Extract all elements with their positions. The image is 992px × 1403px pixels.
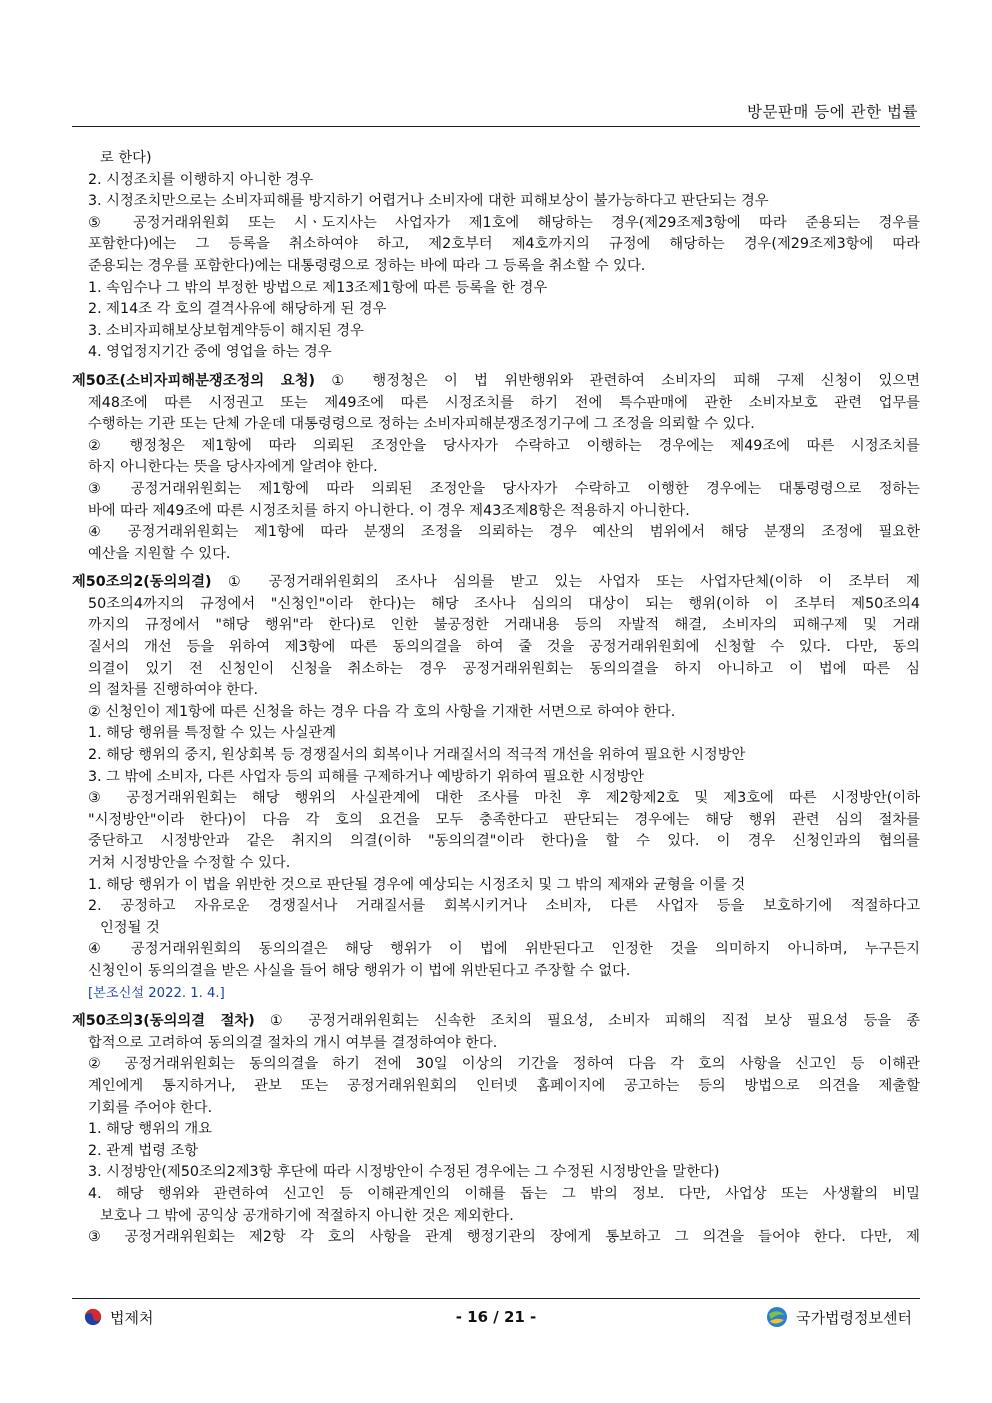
line-text: ③ 공정거래위원회는 해당 행위의 사실관계에 대한 조사를 마친 후 제2항제2호 및 제3호에 따른 시정방안(이하 xyxy=(88,790,920,807)
page-number: - 16 / 21 - xyxy=(455,1308,537,1326)
text-line xyxy=(72,544,920,566)
line-text: 보호나 그 밖에 공익상 공개하기에 적절하지 아니한 것은 제외한다. xyxy=(100,1207,514,1224)
text-line xyxy=(72,321,920,343)
line-text: 2. 시정조치를 이행하지 아니한 경우 xyxy=(88,171,314,188)
line-text: 준용되는 경우를 포함한다)에는 대통령령으로 정하는 바에 따라 그 등록을 취소할 수 있다. xyxy=(88,257,646,274)
line-text: ② 신청인이 제1항에 따른 신청을 하는 경우 다음 각 호의 사항을 기재한 서면으로 하여야 한다. xyxy=(88,703,676,720)
text-line xyxy=(72,1054,920,1076)
line-text: 로 한다) xyxy=(100,150,152,166)
article-title: 제50조의3(동의의결 절차) xyxy=(72,1013,255,1030)
line-text: 2. 제14조 각 호의 결격사유에 해당하게 된 경우 xyxy=(88,301,387,318)
line-text: ① 공정거래위원회의 조사나 심의를 받고 있는 사업자 또는 사업자단체(이하 이 조부터 제 xyxy=(211,574,920,591)
line-text: 3. 그 밖에 소비자, 다른 사업자 등의 피해를 구제하거나 예방하기 위하여 필요한 시정방안 xyxy=(88,768,645,785)
section-gap xyxy=(72,1004,920,1011)
text-line xyxy=(72,1141,920,1163)
line-text: 수행하는 기관 또는 단체 가운데 대통령령으로 정하는 소비자피해분쟁조정기구에 그 조정을 의뢰할 수 있다. xyxy=(88,416,755,433)
text-line xyxy=(72,831,920,853)
line-text: 3. 소비자피해보상보험계약등이 해지된 경우 xyxy=(88,322,364,339)
text-line xyxy=(72,479,920,501)
header-divider xyxy=(72,126,920,127)
line-text: 까지의 규정에서 "해당 행위"라 한다)로 인한 불공정한 거래내용 등의 자발적 해결, 소비자의 피해구제 및 거래 xyxy=(88,617,920,634)
line-text: ② 행정청은 제1항에 따라 의뢰된 조정안을 당사자가 수락하고 이행하는 경우에는 제49조에 따른 시정조치를 xyxy=(88,437,920,454)
line-text: 2. 관계 법령 조항 xyxy=(88,1142,199,1159)
line-text: 3. 시정조치만으로는 소비자피해를 방지하기 어렵거나 소비자에 대한 피해보상이 불가능하다고 판단되는 경우 xyxy=(88,193,769,210)
line-text: 1. 해당 행위를 특정할 수 있는 사실관계 xyxy=(88,725,337,742)
line-text: ② 공정거래위원회는 동의의결을 하기 전에 30일 이상의 기간을 정하여 다음 각 호의 사항을 신고인 등 이해관 xyxy=(88,1056,920,1073)
text-line xyxy=(72,299,920,321)
text-line xyxy=(72,522,920,544)
text-line xyxy=(72,810,920,832)
line-text: 합적으로 고려하여 동의의결 절차의 개시 여부를 결정하여야 한다. xyxy=(88,1034,498,1051)
line-text: 2. 공정하고 자유로운 경쟁질서나 거래질서를 회복시키거나 소비자, 다른 사업자 등을 보호하기에 적절하다고 xyxy=(88,898,920,915)
article-heading-line xyxy=(72,572,920,594)
line-text: ④ 공정거래위원회의 동의의결은 해당 행위가 이 법에 위반된다고 인정한 것을 의미하지 아니하며, 누구든지 xyxy=(88,941,920,958)
line-text: 의 절차를 진행하여야 한다. xyxy=(88,682,259,699)
line-text: 중단하고 시정방안과 같은 취지의 의결(이하 "동의의결"이라 한다)을 할 수 있다. 이 경우 신청인과의 협의를 xyxy=(88,833,920,850)
text-line xyxy=(72,393,920,415)
page-footer xyxy=(72,1304,920,1332)
line-text: 1. 해당 행위가 이 법을 위반한 것으로 판단될 경우에 예상되는 시정조치 및 그 밖의 제재와 균형을 이룰 것 xyxy=(88,876,746,893)
line-text: 제48조에 따른 시정권고 또는 제49조에 따른 시정조치를 하기 전에 특수판매에 관한 소비자보호 관련 업무를 xyxy=(88,394,920,411)
text-line xyxy=(72,939,920,961)
text-line xyxy=(72,983,920,1005)
text-line xyxy=(72,1033,920,1055)
line-text: 2. 해당 행위의 중지, 원상회복 등 경쟁질서의 회복이나 거래질서의 적극적 개선을 위하여 필요한 시정방안 xyxy=(88,747,746,764)
text-line xyxy=(72,1076,920,1098)
text-line xyxy=(72,853,920,875)
line-text: ③ 공정거래위원회는 제2항 각 호의 사항을 관계 행정기관의 장에게 통보하고 그 의견을 들어야 한다. 다만, 제 xyxy=(88,1229,920,1246)
line-text: 4. 영업정지기간 중에 영업을 하는 경우 xyxy=(88,344,332,361)
text-line xyxy=(72,680,920,702)
line-text: 1. 해당 행위의 개요 xyxy=(88,1121,212,1138)
text-line xyxy=(72,961,920,983)
footer-divider xyxy=(72,1298,920,1299)
text-line xyxy=(72,1119,920,1141)
text-line xyxy=(72,148,920,170)
line-text: 포함한다)에는 그 등록을 취소하여야 하고, 제2호부터 제4호까지의 규정에 해당하는 경우(제29조제3항에 따라 xyxy=(88,236,920,253)
line-text: 예산을 지원할 수 있다. xyxy=(88,545,231,562)
text-line xyxy=(72,1184,920,1206)
globe-logo-icon xyxy=(766,1306,788,1328)
text-line xyxy=(72,723,920,745)
line-text: 4. 해당 행위와 관련하여 신고인 등 이해관계인의 이해를 돕는 그 밖의 정보. 다만, 사업상 또는 사생활의 비밀 xyxy=(88,1185,920,1202)
line-text: 질서의 개선 등을 위하여 제3항에 따른 동의의결을 하여 줄 것을 공정거래위원회에 신청할 수 있다. 다만, 동의 xyxy=(88,639,920,656)
text-line xyxy=(72,414,920,436)
text-line xyxy=(72,745,920,767)
line-text: ① 공정거래위원회는 신속한 조치의 필요성, 소비자 피해의 직접 보상 필요성 등을 종 xyxy=(254,1013,920,1030)
text-line xyxy=(72,457,920,479)
line-text: 인정될 것 xyxy=(100,919,160,936)
text-line xyxy=(72,501,920,523)
ministry-label: 법제처 xyxy=(110,1308,154,1327)
line-text: ⑤ 공정거래위원회 또는 시ㆍ도지사는 사업자가 제1호에 해당하는 경우(제29조제3항에 따라 준용되는 경우를 xyxy=(88,214,920,231)
text-line xyxy=(72,213,920,235)
text-line xyxy=(72,594,920,616)
footer-right xyxy=(766,1304,912,1330)
line-text: ④ 공정거래위원회는 제1항에 따라 분쟁의 조정을 의뢰하는 경우 예산의 범위에서 해당 분쟁의 조정에 필요한 xyxy=(88,524,920,541)
text-line xyxy=(72,170,920,192)
line-text: "시정방안"이라 한다)이 다음 각 호의 요건을 모두 충족한다고 판단되는 경우에는 해당 행위 관련 심의 절차를 xyxy=(88,811,920,828)
line-text: 3. 시정방안(제50조의2제3항 후단에 따라 시정방안이 수정된 경우에는 그 수정된 시정방안을 말한다) xyxy=(88,1164,720,1181)
text-line xyxy=(72,637,920,659)
text-line xyxy=(72,896,920,918)
line-text: 기회를 주어야 한다. xyxy=(88,1099,213,1116)
text-line xyxy=(72,918,920,940)
article-title: 제50조의2(동의의결) xyxy=(72,574,212,591)
line-text: 50조의4까지의 규정에서 "신청인"이라 한다)는 해당 조사나 심의의 대상이 되는 행위(이하 이 조부터 제50조의4 xyxy=(88,595,920,612)
text-line xyxy=(72,1162,920,1184)
line-text: 의결이 있기 전 신청인이 신청을 취소하는 경우 공정거래위원회는 동의의결을 하지 아니하고 이 법에 따른 심 xyxy=(88,660,920,677)
line-text: 1. 속임수나 그 밖의 부정한 방법으로 제13조제1항에 따른 등록을 한 경우 xyxy=(88,279,548,296)
line-text: 바에 따라 제49조에 따른 시정조치를 하지 아니한다. 이 경우 제43조제8항은 적용하지 아니한다. xyxy=(88,502,690,519)
line-text: 계인에게 통지하거나, 관보 또는 공정거래위원회의 인터넷 홈페이지에 공고하는 등의 방법으로 의견을 제출할 xyxy=(88,1077,920,1094)
section-gap xyxy=(72,364,920,371)
text-line xyxy=(72,702,920,724)
article-heading-line xyxy=(72,1011,920,1033)
line-text: [본조신설 2022. 1. 4.] xyxy=(88,985,225,1001)
line-text: ③ 공정거래위원회는 제1항에 따라 의뢰된 조정안을 당사자가 수락하고 이행한 경우에는 대통령령으로 정하는 xyxy=(88,480,920,497)
text-line xyxy=(72,278,920,300)
section-gap xyxy=(72,565,920,572)
line-text: ① 행정청은 이 법 위반행위와 관련하여 소비자의 피해 구제 신청이 있으면 xyxy=(315,372,920,389)
document-title: 방문판매 등에 관한 법률 xyxy=(746,103,918,121)
line-text: 거쳐 시정방안을 수정할 수 있다. xyxy=(88,855,291,871)
text-line xyxy=(72,256,920,278)
text-line xyxy=(72,1206,920,1228)
line-text: 신청인이 동의의결을 받은 사실을 들어 해당 행위가 이 법에 위반된다고 주장할 수 없다. xyxy=(88,962,631,979)
text-line xyxy=(72,1227,920,1249)
text-line xyxy=(72,234,920,256)
law-center-label: 국가법령정보센터 xyxy=(796,1308,912,1327)
text-line xyxy=(72,875,920,897)
text-line xyxy=(72,342,920,364)
line-text: 하지 아니한다는 뜻을 당사자에게 알려야 한다. xyxy=(88,459,378,476)
text-line xyxy=(72,788,920,810)
text-line xyxy=(72,767,920,789)
text-line xyxy=(72,436,920,458)
article-title: 제50조(소비자피해분쟁조정의 요청) xyxy=(72,372,316,389)
law-text-body xyxy=(72,148,920,1249)
text-line xyxy=(72,1098,920,1120)
text-line xyxy=(72,191,920,213)
text-line xyxy=(72,659,920,681)
article-heading-line xyxy=(72,371,920,393)
text-line xyxy=(72,615,920,637)
